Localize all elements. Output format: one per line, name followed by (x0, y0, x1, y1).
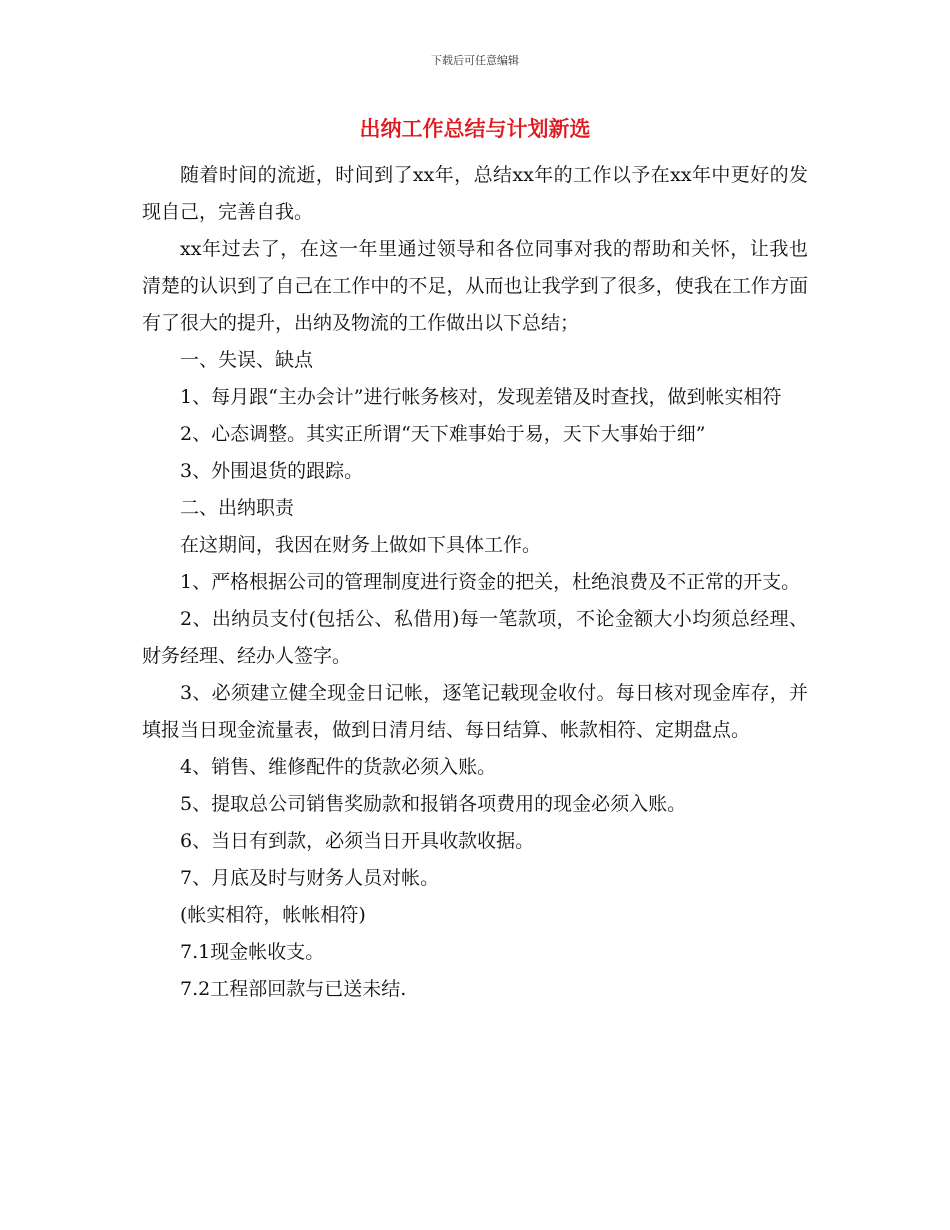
paragraph: 在这期间，我因在财务上做如下具体工作。 (180, 534, 542, 556)
page-header: 下载后可任意编辑 (431, 54, 519, 67)
paragraph: (帐实相符，帐帐相符) (180, 904, 366, 926)
document-body (142, 157, 808, 1008)
list-item: 1、严格根据公司的管理制度进行资金的把关，杜绝浪费及不正常的开支。 (180, 571, 801, 593)
paragraph: 随着时间的流逝，时间到了xx年，总结xx年的工作以予在xx年中更好的发现自己，完善自我。 (142, 164, 808, 223)
list-item: 6、当日有到款，必须当日开具收款收据。 (180, 830, 535, 852)
list-item: 7、月底及时与财务人员对帐。 (180, 867, 440, 889)
list-item: 2、心态调整。其实正所谓“天下难事始于易，天下大事始于细” (180, 423, 706, 445)
list-item: 7.1现金帐收支。 (180, 941, 325, 963)
list-item: 1、每月跟“主办会计”进行帐务核对，发现差错及时查找，做到帐实相符 (180, 386, 782, 408)
list-item: 5、提取总公司销售奖励款和报销各项费用的现金必须入账。 (180, 793, 687, 815)
list-item: 7.2工程部回款与已送未结. (180, 978, 407, 1000)
list-item: 3、外围退货的跟踪。 (180, 460, 364, 482)
section-heading: 二、出纳职责 (180, 497, 295, 519)
section-heading: 一、失误、缺点 (180, 349, 314, 371)
list-item: 4、销售、维修配件的货款必须入账。 (180, 756, 497, 778)
list-item: 3、必须建立健全现金日记帐，逐笔记载现金收付。每日核对现金库存，并填报当日现金流量表，做到日清月结、每日结算、帐款相符、定期盘点。 (142, 682, 808, 741)
paragraph: xx年过去了，在这一年里通过领导和各位同事对我的帮助和关怀，让我也清楚的认识到了自己在工作中的不足，从而也让我学到了很多，使我在工作方面有了很大的提升，出纳及物流的工作做出以下总结； (142, 238, 808, 334)
document-title: 出纳工作总结与计划新选 (359, 117, 591, 141)
list-item: 2、出纳员支付(包括公、私借用)每一笔款项，不论金额大小均须总经理、财务经理、经办人签字。 (142, 608, 808, 667)
